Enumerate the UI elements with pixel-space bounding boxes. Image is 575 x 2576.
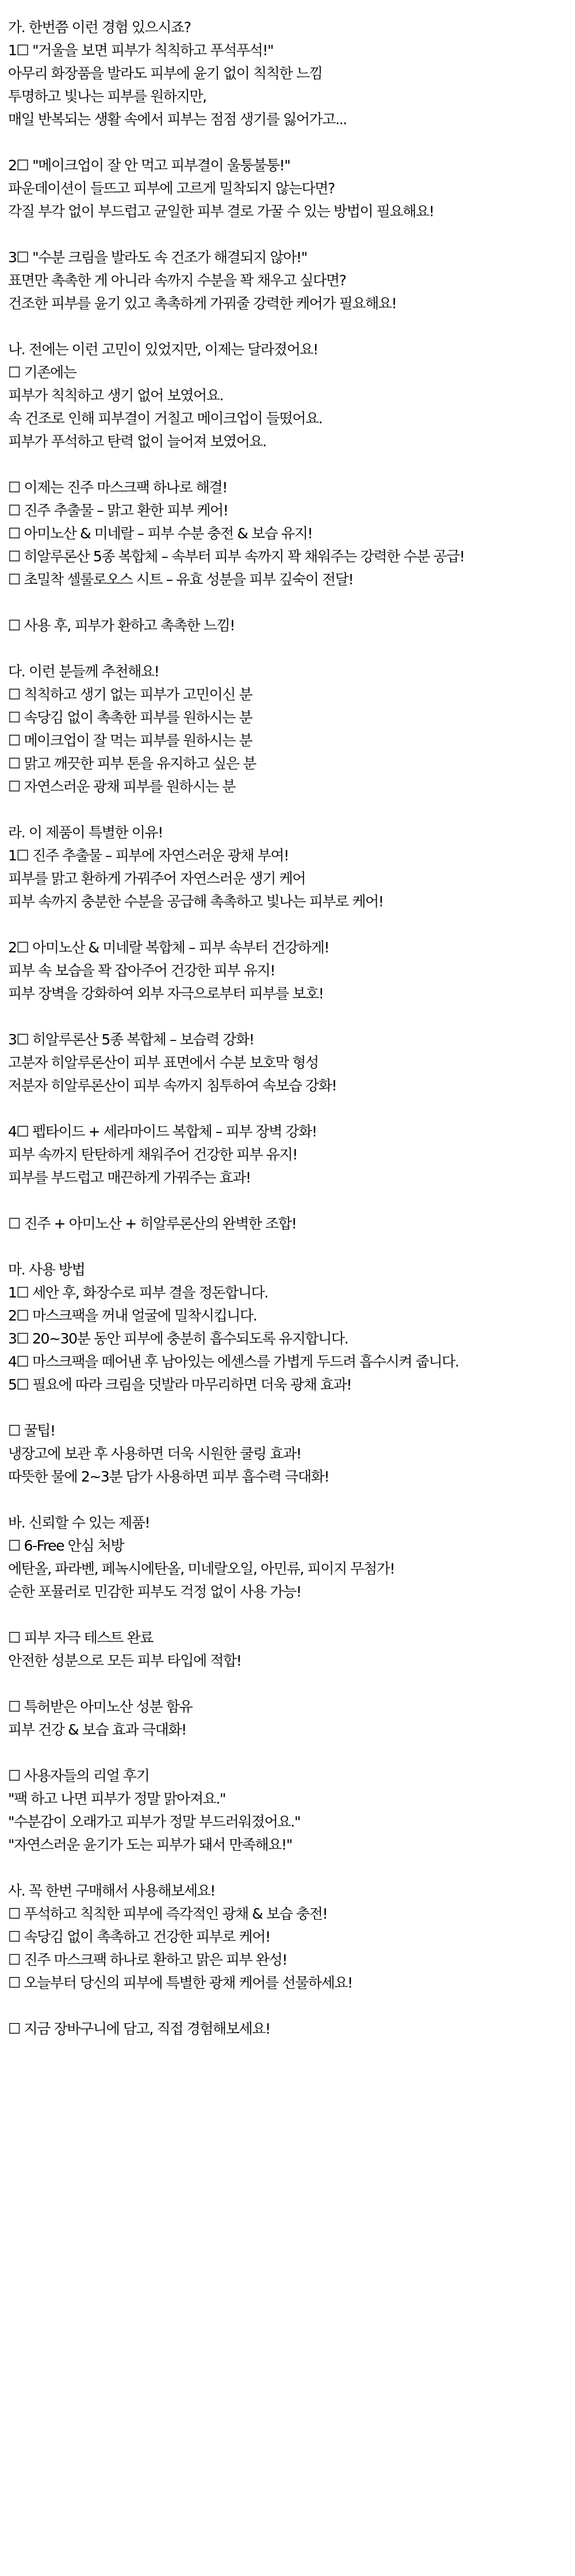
body-line: 피부 속까지 충분한 수분을 공급해 촉촉하고 빛나는 피부로 케어!: [8, 893, 384, 910]
body-line: 3☐ "수분 크림을 발라도 속 건조가 해결되지 않아!": [8, 249, 307, 266]
body-line: ☐ 자연스러운 광채 피부를 원하시는 분: [8, 778, 235, 795]
body-line: ☐ 진주 추출물 – 맑고 환한 피부 케어!: [8, 502, 228, 519]
body-line: 1☐ 진주 추출물 – 피부에 자연스러운 광채 부여!: [8, 847, 289, 864]
body-line: 저분자 히알루론산이 피부 속까지 침투하여 속보습 강화!: [8, 1077, 337, 1094]
body-line: 고분자 히알루론산이 피부 표면에서 수분 보호막 형성: [8, 1054, 319, 1071]
body-line: ☐ 사용자들의 리얼 후기: [8, 1767, 150, 1784]
body-line: ☐ 속당김 없이 촉촉한 피부를 원하시는 분: [8, 709, 252, 726]
body-line: 순한 포뮬러로 민감한 피부도 걱정 없이 사용 가능!: [8, 1583, 301, 1600]
body-line: 표면만 촉촉한 게 아니라 속까지 수분을 꽉 채우고 싶다면?: [8, 272, 346, 289]
body-line: 2☐ 아미노산 & 미네랄 복합체 – 피부 속부터 건강하게!: [8, 939, 329, 956]
body-line: ☐ 기존에는: [8, 364, 76, 381]
body-line: 피부가 칙칙하고 생기 없어 보였어요.: [8, 387, 223, 404]
body-line: 3☐ 20~30분 동안 피부에 충분히 흡수되도록 유지합니다.: [8, 1330, 348, 1347]
section-heading: 다. 이런 분들께 추천해요!: [8, 663, 159, 680]
body-line: "팩 하고 나면 피부가 정말 맑아져요.": [8, 1790, 225, 1807]
body-line: ☐ 이제는 진주 마스크팩 하나로 해결!: [8, 479, 227, 496]
body-line: 에탄올, 파라벤, 페녹시에탄올, 미네랄오일, 아민류, 피이지 무첨가!: [8, 1560, 395, 1577]
body-line: ☐ 히알루론산 5종 복합체 – 속부터 피부 속까지 꽉 채워주는 강력한 수분 공급!: [8, 548, 465, 565]
body-line: ☐ 오늘부터 당신의 피부에 특별한 광채 케어를 선물하세요!: [8, 1974, 352, 1991]
body-line: 1☐ 세안 후, 화장수로 피부 결을 정돈합니다.: [8, 1284, 268, 1301]
body-line: 2☐ "메이크업이 잘 안 먹고 피부결이 울퉁불퉁!": [8, 157, 290, 174]
section-heading: 라. 이 제품이 특별한 이유!: [8, 824, 163, 841]
body-line: ☐ 6-Free 안심 처방: [8, 1537, 124, 1554]
body-line: 4☐ 펩타이드 + 세라마이드 복합체 – 피부 장벽 강화!: [8, 1123, 317, 1140]
body-line: ☐ 특허받은 아미노산 성분 함유: [8, 1698, 193, 1715]
body-line: 4☐ 마스크팩을 떼어낸 후 남아있는 에센스를 가볍게 두드려 흡수시켜 줍니다.: [8, 1353, 459, 1370]
body-line: 3☐ 히알루론산 5종 복합체 – 보습력 강화!: [8, 1031, 254, 1048]
body-line: 파운데이션이 들뜨고 피부에 고르게 밀착되지 않는다면?: [8, 180, 335, 197]
body-line: 5☐ 필요에 따라 크림을 덧발라 마무리하면 더욱 광채 효과!: [8, 1376, 352, 1393]
body-line: 각질 부각 없이 부드럽고 균일한 피부 결로 가꿀 수 있는 방법이 필요해요!: [8, 203, 434, 220]
body-line: 안전한 성분으로 모든 피부 타입에 적합!: [8, 1652, 241, 1669]
body-line: 2☐ 마스크팩을 꺼내 얼굴에 밀착시킵니다.: [8, 1307, 257, 1324]
section-heading: 사. 꼭 한번 구매해서 사용해보세요!: [8, 1882, 215, 1899]
body-line: 건조한 피부를 윤기 있고 촉촉하게 가꿔줄 강력한 케어가 필요해요!: [8, 295, 397, 312]
body-line: ☐ 꿀팁!: [8, 1422, 55, 1439]
body-line: 따뜻한 물에 2~3분 담가 사용하면 피부 흡수력 극대화!: [8, 1468, 329, 1485]
body-line: 1☐ "거울을 보면 피부가 칙칙하고 푸석푸석!": [8, 42, 274, 59]
body-line: 속 건조로 인해 피부결이 거칠고 메이크업이 들떴어요.: [8, 410, 323, 427]
body-line: 피부 건강 & 보습 효과 극대화!: [8, 1721, 186, 1738]
body-line: ☐ 푸석하고 칙칙한 피부에 즉각적인 광채 & 보습 충전!: [8, 1905, 328, 1922]
body-line: ☐ 메이크업이 잘 먹는 피부를 원하시는 분: [8, 732, 252, 749]
body-line: 피부 속 보습을 꽉 잡아주어 건강한 피부 유지!: [8, 962, 275, 979]
body-line: 매일 반복되는 생활 속에서 피부는 점점 생기를 잃어가고...: [8, 111, 347, 128]
body-line: 피부를 맑고 환하게 가꿔주어 자연스러운 생기 케어: [8, 870, 306, 887]
body-line: 피부 속까지 탄탄하게 채워주어 건강한 피부 유지!: [8, 1146, 297, 1163]
body-line: ☐ 사용 후, 피부가 환하고 촉촉한 느낌!: [8, 617, 235, 634]
body-line: 투명하고 빛나는 피부를 원하지만,: [8, 88, 206, 105]
body-line: 아무리 화장품을 발라도 피부에 윤기 없이 칙칙한 느낌: [8, 65, 323, 82]
body-line: 피부 장벽을 강화하여 외부 자극으로부터 피부를 보호!: [8, 985, 324, 1002]
section-heading: 마. 사용 방법: [8, 1261, 85, 1278]
body-line: 피부가 푸석하고 탄력 없이 늘어져 보였어요.: [8, 433, 266, 450]
body-line: ☐ 칙칙하고 생기 없는 피부가 고민이신 분: [8, 686, 252, 703]
body-line: ☐ 초밀착 셀룰로오스 시트 – 유효 성분을 피부 깊숙이 전달!: [8, 571, 354, 588]
body-line: ☐ 속당김 없이 촉촉하고 건강한 피부로 케어!: [8, 1928, 270, 1945]
body-line: "자연스러운 윤기가 도는 피부가 돼서 만족해요!": [8, 1836, 292, 1853]
section-heading: 가. 한번쯤 이런 경험 있으시죠?: [8, 19, 191, 36]
body-line: ☐ 진주 + 아미노산 + 히알루론산의 완벽한 조합!: [8, 1215, 297, 1232]
body-line: ☐ 아미노산 & 미네랄 – 피부 수분 충전 & 보습 유지!: [8, 525, 313, 542]
body-line: 냉장고에 보관 후 사용하면 더욱 시원한 쿨링 효과!: [8, 1445, 301, 1462]
body-line: ☐ 피부 자극 테스트 완료: [8, 1629, 153, 1646]
body-line: ☐ 맑고 깨끗한 피부 톤을 유지하고 싶은 분: [8, 755, 256, 772]
body-line: 피부를 부드럽고 매끈하게 가꿔주는 효과!: [8, 1169, 251, 1186]
section-heading: 나. 전에는 이런 고민이 있었지만, 이제는 달라졌어요!: [8, 341, 318, 358]
body-line: "수분감이 오래가고 피부가 정말 부드러워졌어요.": [8, 1813, 300, 1830]
section-heading: 바. 신뢰할 수 있는 제품!: [8, 1514, 150, 1531]
body-line: ☐ 지금 장바구니에 담고, 직접 경험해보세요!: [8, 2020, 270, 2037]
body-line: ☐ 진주 마스크팩 하나로 환하고 맑은 피부 완성!: [8, 1951, 287, 1968]
